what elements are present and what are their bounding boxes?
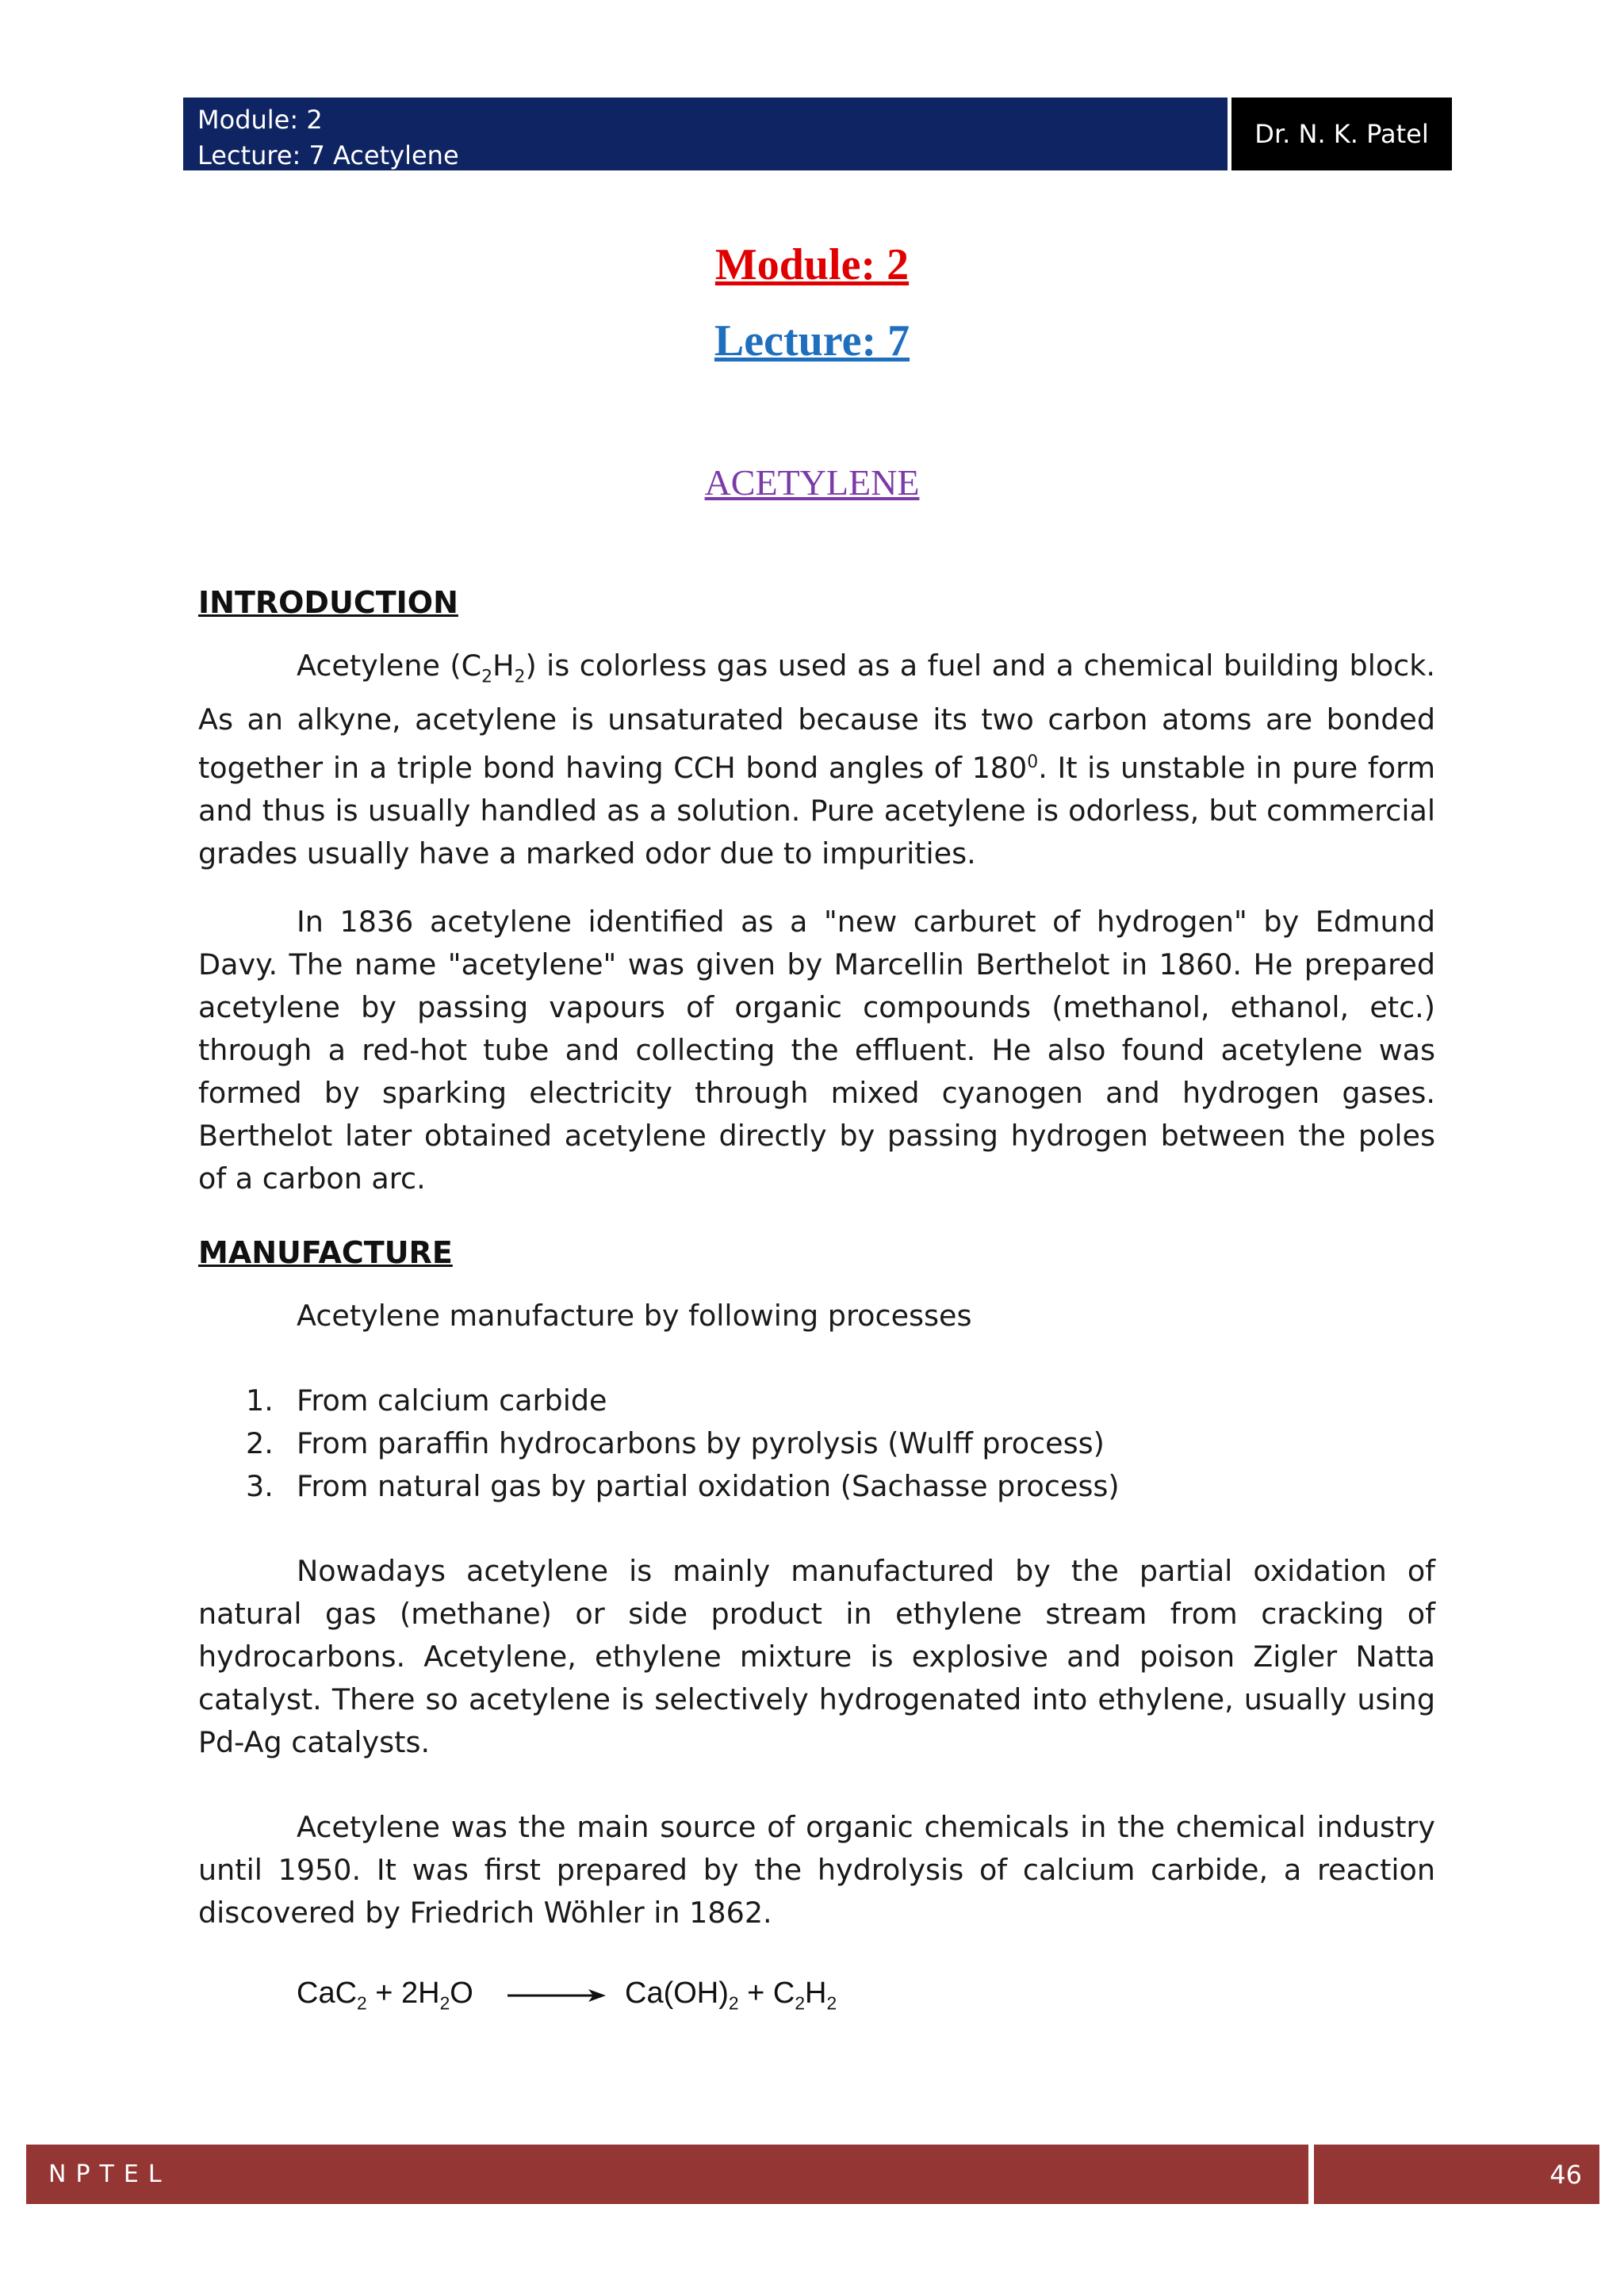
equation-products: $Ca(OH)_2 + C_2H_2$ bbox=[625, 1976, 837, 2014]
header-author: Dr. N. K. Patel bbox=[1254, 119, 1429, 149]
page-title-module: Module: 2 bbox=[714, 240, 910, 289]
intro-paragraph-2: In 1836 acetylene identified as a "new carburet of hydrogen" by Edmund Davy. The name "acetylene" was given by Marcellin Berthelot in 1860. He prepared acetylene by passing vapours of organic compounds (methanol, ethanol, etc.) through a red-hot tube and collecting the effluent. He also found acetylene was formed by sparking electricity through mixed cyanogen and hydrogen gases. Berthelot later obtained acetylene directly by passing hydrogen between the poles of a carbon arc. bbox=[198, 905, 1435, 1196]
header-lecture: Lecture: 7 Acetylene bbox=[197, 140, 459, 170]
manufacture-paragraph-1: Nowadays acetylene is mainly manufactured by the partial oxidation of natural gas (methane) or side product in ethylene stream from cracking of hydrocarbons. Acetylene, ethylene mixture is explosive and poison Zigler Natta catalyst. There so acetylene is selectively hydrogenated into ethylene, usually using Pd-Ag catalysts. bbox=[198, 1554, 1435, 1759]
list-item: 3. From natural gas by partial oxidation (Sachasse process) bbox=[246, 1469, 1120, 1503]
header-author-box bbox=[1231, 98, 1452, 170]
page-title-lecture: Lecture: 7 bbox=[714, 316, 910, 365]
list-item: 2. From paraffin hydrocarbons by pyrolysis (Wulff process) bbox=[246, 1426, 1105, 1460]
manufacture-paragraph-2: Acetylene was the main source of organic chemicals in the chemical industry until 1950. It was first prepared by the hydrolysis of calcium carbide, a reaction discovered by Friedrich Wöhler in 1862. bbox=[198, 1810, 1435, 1930]
section-heading-introduction: INTRODUCTION bbox=[198, 585, 458, 620]
reaction-arrow-icon bbox=[506, 1986, 609, 2005]
intro-paragraph-1: Acetylene $(C_2H_2)$ is colorless gas used as a fuel and a chemical building block. As an alkyne, acetylene is unsaturated because its two carbon atoms are bonded together in a triple bond having CCH bond angles of $180^0$. It is unstable in pure form and thus is usually handled as a solution. Pure acetylene is odorless, but commercial grades usually have a marked odor due to impurities. bbox=[198, 649, 1435, 871]
section-heading-manufacture: MANUFACTURE bbox=[198, 1235, 453, 1270]
equation-reactants: $CaC_2 + 2H_2O$ bbox=[297, 1976, 473, 2014]
page-number: 46 bbox=[1549, 2159, 1582, 2190]
footer-page-box bbox=[1314, 2145, 1599, 2204]
list-item: 1. From calcium carbide bbox=[246, 1383, 607, 1418]
header-module-bar bbox=[183, 98, 1228, 170]
header-module: Module: 2 bbox=[197, 105, 323, 135]
page-title-topic: ACETYLENE bbox=[704, 462, 920, 503]
manufacture-intro: Acetylene manufacture by following processes bbox=[297, 1299, 972, 1333]
footer-nptel-bar bbox=[26, 2145, 1308, 2204]
footer-label: NPTEL bbox=[48, 2160, 171, 2188]
